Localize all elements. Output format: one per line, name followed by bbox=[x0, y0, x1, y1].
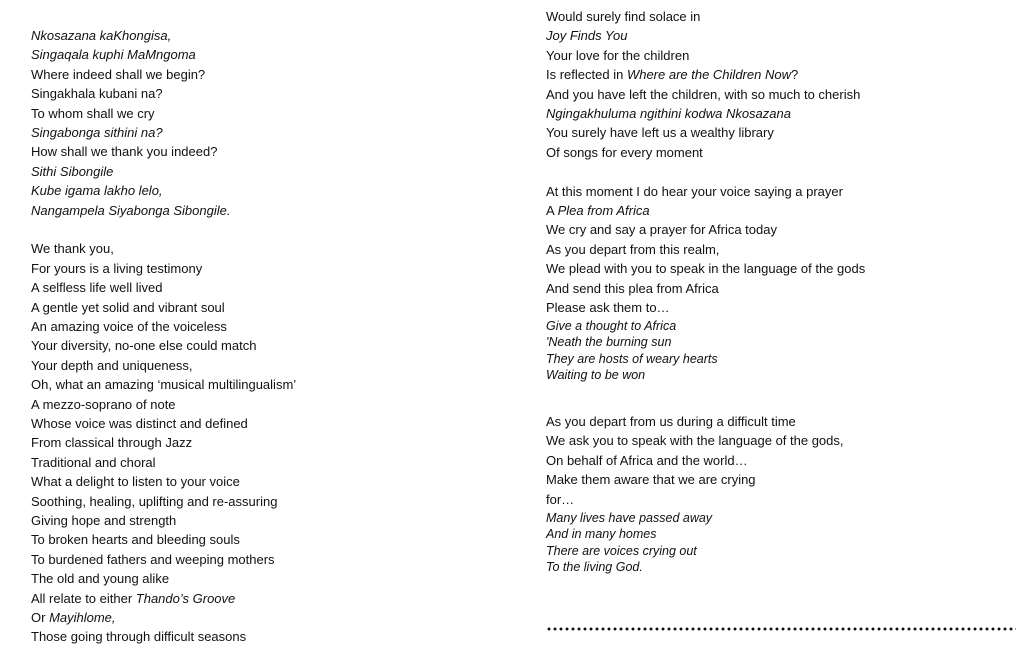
poem-line bbox=[31, 106, 155, 122]
quoted-line: Waiting to be won bbox=[546, 367, 646, 382]
italic-text: Nangampela Siyabonga Sibongile. bbox=[31, 202, 231, 218]
quoted-line: Many lives have passed away bbox=[546, 511, 713, 525]
quoted-line: There are voices crying out bbox=[546, 543, 697, 558]
poem-line bbox=[31, 552, 275, 568]
poem-line bbox=[31, 203, 230, 219]
poem-line bbox=[546, 106, 791, 122]
italic-text: Joy Finds You bbox=[546, 28, 628, 44]
poem-line bbox=[31, 532, 240, 548]
text: Make them aware that we are crying bbox=[546, 472, 756, 488]
quoted-line: Give a thought to Africa bbox=[546, 319, 677, 333]
text: Or bbox=[31, 610, 50, 625]
text: From classical through Jazz bbox=[31, 435, 193, 451]
text: Would surely find solace in bbox=[546, 9, 701, 24]
text: And send this plea from Africa bbox=[546, 280, 719, 296]
poem-line bbox=[546, 28, 627, 44]
italic-text: Kube igama lakho lelo, bbox=[31, 183, 163, 199]
text: Your love for the children bbox=[546, 47, 690, 63]
poem-line bbox=[31, 164, 113, 180]
poem-line bbox=[31, 435, 192, 451]
text: We plead with you to speak in the language of the gods bbox=[546, 261, 866, 277]
text: We thank you, bbox=[31, 241, 114, 257]
poem-line bbox=[31, 455, 156, 471]
text: At this moment I do hear your voice saying a prayer bbox=[546, 183, 843, 199]
text: Your depth and uniqueness, bbox=[31, 357, 193, 373]
text: Soothing, healing, uplifting and re-assuring bbox=[31, 493, 278, 509]
text: On behalf of Africa and the world… bbox=[546, 452, 748, 468]
text: You surely have left us a wealthy library bbox=[546, 125, 774, 141]
poem-line bbox=[31, 377, 296, 393]
poem-line bbox=[546, 203, 650, 219]
poem-line bbox=[546, 184, 843, 200]
quoted-line: 'Neath the burning sun bbox=[546, 335, 672, 350]
text: ? bbox=[790, 67, 799, 83]
poem-line bbox=[546, 125, 774, 141]
quoted-line: They are hosts of weary hearts bbox=[546, 351, 718, 366]
poem-line bbox=[31, 494, 277, 510]
text: Your diversity, no-one else could match bbox=[31, 338, 257, 354]
poem-line bbox=[546, 242, 719, 258]
poem-line bbox=[31, 280, 163, 296]
text: What a delight to listen to your voice bbox=[31, 474, 240, 490]
text: Traditional and choral bbox=[31, 454, 156, 470]
poem-line bbox=[546, 261, 865, 277]
text: A mezzo-soprano of note bbox=[31, 396, 176, 412]
text: Of songs for every moment bbox=[546, 144, 703, 160]
italic-text: Singaqala kuphi MaMngoma bbox=[31, 47, 196, 63]
poem-line bbox=[546, 9, 700, 25]
text: Singakhala kubani na? bbox=[31, 86, 163, 102]
quoted-line: And in many homes bbox=[546, 527, 657, 542]
poem-line bbox=[546, 414, 796, 430]
poem-line bbox=[31, 358, 192, 374]
text: Those going through difficult seasons bbox=[31, 629, 247, 645]
poem-line bbox=[31, 144, 217, 160]
poem-line bbox=[546, 67, 798, 83]
poem-line bbox=[546, 145, 703, 161]
poem-line bbox=[31, 571, 169, 587]
poem-line bbox=[546, 472, 756, 488]
text: To burdened fathers and weeping mothers bbox=[31, 551, 275, 567]
poem-line bbox=[31, 183, 163, 199]
poem-line bbox=[31, 28, 171, 44]
italic-text: Thando’s Groove bbox=[135, 590, 236, 606]
poem-line bbox=[31, 67, 205, 83]
text: We ask you to speak with the language of the gods, bbox=[546, 433, 844, 449]
poem-line bbox=[31, 47, 196, 63]
poem-line bbox=[31, 319, 227, 335]
poem-line bbox=[31, 86, 163, 102]
poem-line bbox=[546, 281, 719, 297]
text: As you depart from this realm, bbox=[546, 241, 720, 257]
text: How shall we thank you indeed? bbox=[31, 144, 218, 160]
text: To whom shall we cry bbox=[31, 105, 155, 121]
poem-line bbox=[31, 416, 248, 432]
text: A selfless life well lived bbox=[31, 280, 163, 296]
poem-line bbox=[546, 222, 777, 238]
poem-line bbox=[31, 125, 163, 141]
text: Where indeed shall we begin? bbox=[31, 66, 206, 82]
text: Oh, what an amazing ‘musical multilingualism’ bbox=[31, 377, 297, 393]
text: We cry and say a prayer for Africa today bbox=[546, 222, 777, 238]
text: As you depart from us during a difficult time bbox=[546, 414, 796, 429]
text: The old and young alike bbox=[31, 571, 170, 587]
italic-text: Ngingakhuluma ngithini kodwa Nkosazana bbox=[546, 106, 791, 121]
text: To broken hearts and bleeding souls bbox=[31, 532, 240, 548]
poem-line bbox=[31, 610, 116, 626]
text: Please ask them to… bbox=[546, 300, 670, 315]
poem-line bbox=[31, 513, 176, 529]
text: Whose voice was distinct and defined bbox=[31, 416, 248, 431]
text: A bbox=[546, 203, 558, 218]
poem-line bbox=[31, 397, 176, 413]
italic-text: Singabonga sithini na? bbox=[31, 125, 163, 140]
italic-text: Where are the Children Now bbox=[626, 67, 791, 83]
text: An amazing voice of the voiceless bbox=[31, 319, 227, 334]
dotted-separator bbox=[546, 627, 1016, 631]
text: Giving hope and strength bbox=[31, 513, 177, 528]
poem-line bbox=[31, 591, 235, 607]
text: for… bbox=[546, 491, 575, 507]
poem-line bbox=[546, 48, 689, 64]
italic-text: Sithi Sibongile bbox=[31, 163, 114, 179]
poem-line bbox=[31, 241, 114, 257]
poem-line bbox=[31, 300, 225, 316]
text: All relate to either bbox=[31, 590, 136, 606]
poem-line bbox=[546, 433, 844, 449]
poem-line bbox=[31, 261, 202, 277]
poem-line bbox=[31, 474, 240, 490]
italic-text: Plea from Africa bbox=[557, 203, 650, 218]
text: A gentle yet solid and vibrant soul bbox=[31, 299, 225, 315]
text: For yours is a living testimony bbox=[31, 260, 203, 276]
italic-text: Nkosazana kaKhongisa, bbox=[31, 28, 172, 43]
text: Is reflected in bbox=[546, 67, 627, 83]
text: And you have left the children, with so much to cherish bbox=[546, 86, 861, 102]
poem-line bbox=[546, 300, 670, 316]
quoted-line: To the living God. bbox=[546, 559, 643, 574]
poem-line bbox=[546, 453, 748, 469]
poem-line bbox=[31, 629, 246, 645]
poem-line bbox=[546, 87, 860, 103]
poem-line bbox=[546, 492, 574, 508]
poem-line bbox=[31, 338, 256, 354]
italic-text: Mayihlome, bbox=[49, 610, 116, 625]
